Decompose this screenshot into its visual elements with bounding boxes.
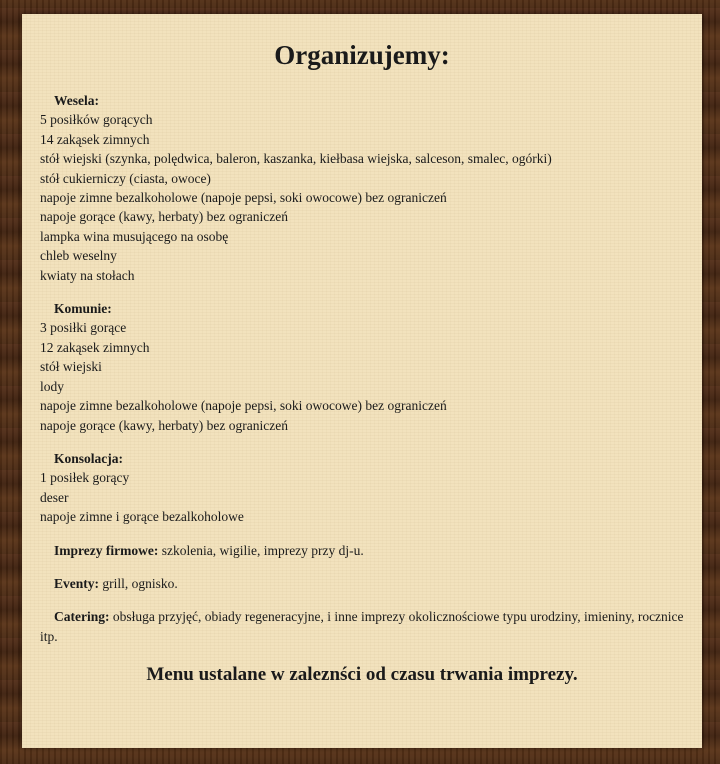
list-item: chleb weselny <box>40 248 117 264</box>
list-item: napoje gorące (kawy, herbaty) bez ograniczeń <box>40 417 288 433</box>
list-item: lampka wina musującego na osobę <box>40 228 229 244</box>
section-komunie <box>40 299 684 435</box>
section-label: Catering: <box>54 609 110 625</box>
list-item: 5 posiłków gorących <box>40 112 153 128</box>
section-text: szkolenia, wigilie, imprezy przy dj-u. <box>158 542 364 558</box>
section-catering <box>40 607 684 646</box>
list-item: stół wiejski (szynka, polędwica, baleron, kaszanka, kiełbasa wiejska, salceson, smalec, ogórki) <box>40 151 552 167</box>
content-page <box>22 14 702 748</box>
list-item: napoje gorące (kawy, herbaty) bez ograniczeń <box>40 209 288 225</box>
section-eventy <box>40 574 684 593</box>
list-item: deser <box>40 489 69 505</box>
list-item: stół wiejski <box>40 359 102 375</box>
list-item: 1 posiłek gorący <box>40 470 130 486</box>
list-item: 3 posiłki gorące <box>40 320 127 336</box>
list-item: napoje zimne bezalkoholowe (napoje pepsi, soki owocowe) bez ograniczeń <box>40 190 447 206</box>
list-item: kwiaty na stołach <box>40 267 135 283</box>
page-title: Organizujemy: <box>274 40 450 70</box>
section-konsolacja <box>40 449 684 527</box>
section-heading: Komunie: <box>54 301 112 317</box>
section-label: Eventy: <box>54 575 99 591</box>
section-wesela <box>40 91 684 285</box>
section-text: obsługa przyjęć, obiady regeneracyjne, i inne imprezy okolicznościowe typu urodziny, imieniny, rocznice itp. <box>40 609 684 644</box>
list-item: 12 zakąsek zimnych <box>40 339 150 355</box>
section-heading: Konsolacja: <box>54 450 123 466</box>
list-item: stół cukierniczy (ciasta, owoce) <box>40 170 211 186</box>
section-heading: Wesela: <box>54 93 99 108</box>
section-label: Imprezy firmowe: <box>54 542 159 558</box>
list-item: 14 zakąsek zimnych <box>40 131 150 147</box>
section-text: grill, ognisko. <box>99 575 178 591</box>
footer-note: Menu ustalane w zaleznści od czasu trwania imprezy. <box>146 664 578 686</box>
list-item: lody <box>40 378 65 394</box>
list-item: napoje zimne i gorące bezalkoholowe <box>40 509 244 525</box>
list-item: napoje zimne bezalkoholowe (napoje pepsi, soki owocowe) bez ograniczeń <box>40 398 447 414</box>
section-imprezy-firmowe <box>40 541 684 560</box>
